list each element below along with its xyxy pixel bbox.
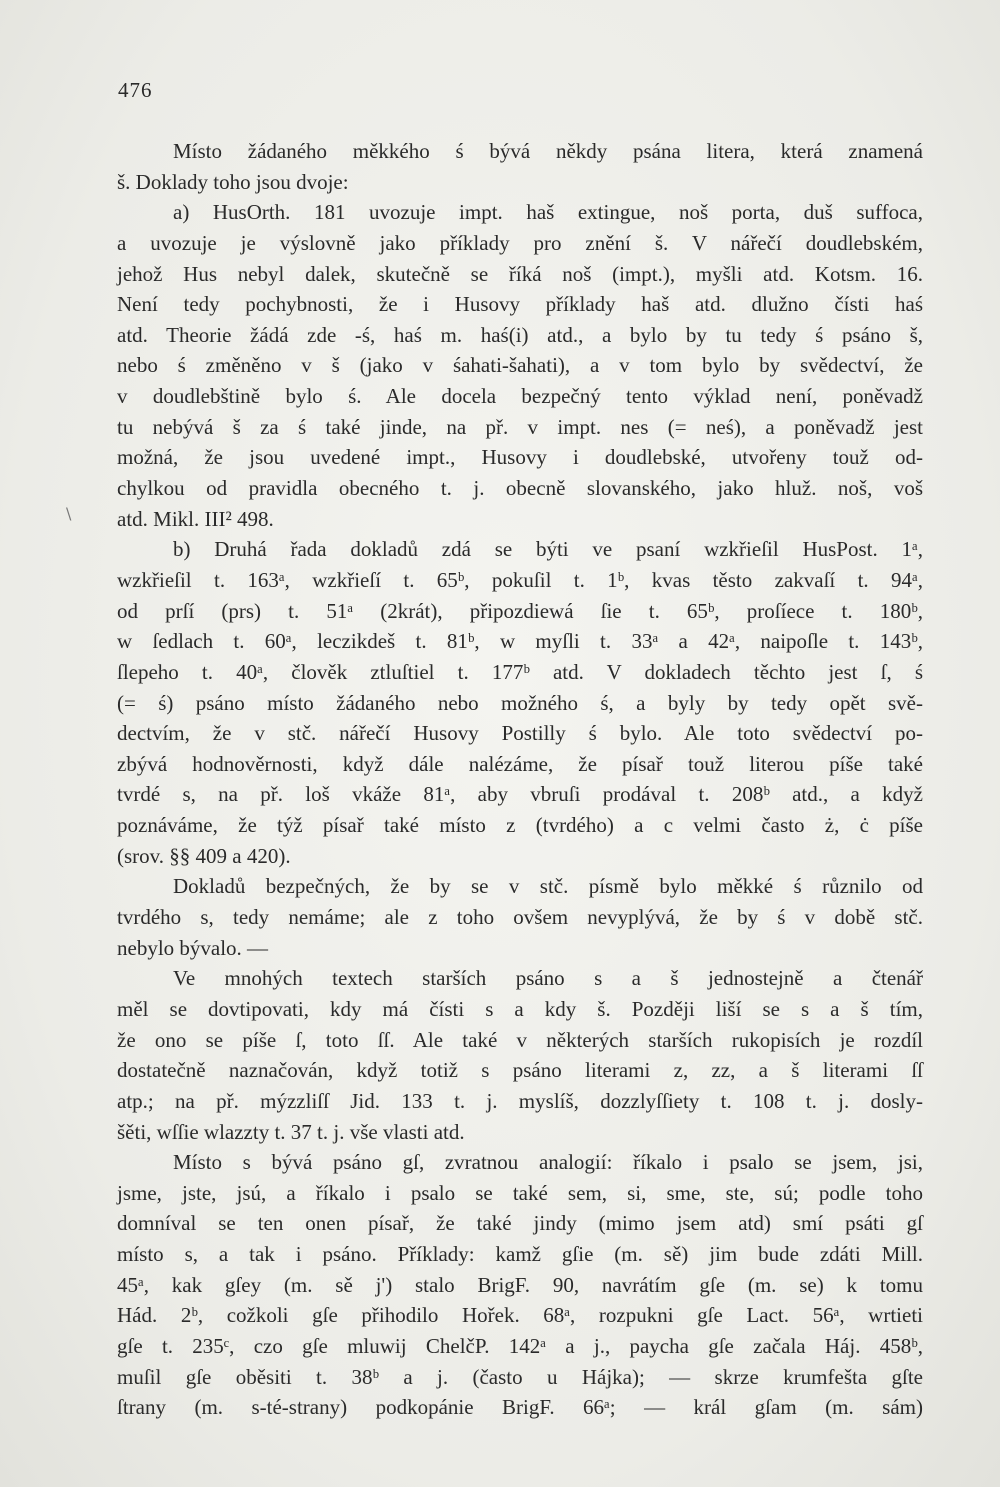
text-line: ſtrany (m. s-té-strany) podkopánie BrigF. 66ᵃ; — král gſam (m. sám)	[117, 1395, 923, 1420]
text-line: od prſí (prs) t. 51ᵃ (2krát), připozdiewá ſie t. 65ᵇ, proſíece t. 180ᵇ,	[117, 598, 923, 623]
text-line: (= ś) psáno místo žádaného nebo možného ś, a byly by tedy opět svě-	[117, 690, 923, 715]
text-line: tvrdé s, na př. loš vkáže 81ᵃ, aby vbruſi prodával t. 208ᵇ atd., a když	[117, 782, 923, 807]
text-line: Není tedy pochybnosti, že i Husovy příklady haš atd. dlužno čísti haś	[117, 292, 923, 317]
text-line: Dokladů bezpečných, že by se v stč. písmě bylo měkké ś různilo od	[173, 874, 923, 899]
text-line: jehož Hus nebyl dalek, skutečně se říká noš (impt.), myšli atd. Kotsm. 16.	[117, 261, 923, 286]
body-text	[117, 136, 923, 1423]
text-line: možná, že jsou uvedené impt., Husovy i doudlebské, utvořeny touž od-	[117, 445, 923, 470]
text-line: muſil gſe oběsiti t. 38ᵇ a j. (často u Hájka); — skrze krumfešta gſte	[117, 1364, 923, 1389]
text-line: b) Druhá řada dokladů zdá se býti ve psaní wzkřieſil HusPost. 1ᵃ,	[173, 537, 923, 562]
text-line: poznáváme, že týž písař také místo z (tvrdého) a c velmi často ż, ċ píše	[117, 813, 923, 838]
text-line: (srov. §§ 409 a 420).	[117, 843, 291, 868]
text-line: 45ᵃ, kak gſey (m. sě j') stalo BrigF. 90, navrátím gſe (m. se) k tomu	[117, 1272, 923, 1297]
text-line: tu nebývá š za ś také jinde, na př. v impt. nes (= neś), a poněvadž jest	[117, 414, 923, 439]
text-line: domníval se ten onen písař, že také jindy (mimo jsem atd) smí psáti gſ	[117, 1211, 923, 1236]
text-line: atp.; na př. mýzzliſſ Jid. 133 t. j. myslíš, dozzlyſſiety t. 108 t. j. dosly-	[117, 1088, 923, 1113]
text-line: dectvím, že v stč. nářečí Husovy Postilly ś bylo. Ale toto svědectví po-	[117, 721, 923, 746]
text-line: Ve mnohých textech starších psáno s a š jednostejně a čtenář	[173, 966, 923, 991]
text-line: š. Doklady toho jsou dvoje:	[117, 169, 349, 194]
text-line: gſe t. 235ᶜ, czo gſe mluwij ChelčP. 142ᵃ a j., paycha gſe začala Háj. 458ᵇ,	[117, 1333, 923, 1358]
text-line: atd. Mikl. III² 498.	[117, 506, 274, 531]
text-line: a) HusOrth. 181 uvozuje impt. haš extingue, noš porta, duš suffoca,	[173, 200, 923, 225]
text-line: že ono se píše ſ, toto ſſ. Ale také v některých starších rukopisích je rozdíl	[117, 1027, 923, 1052]
text-line: tvrdého s, tedy nemáme; ale z toho ovšem nevyplývá, že by ś v době stč.	[117, 905, 923, 930]
text-line: v doudlebštině bylo ś. Ale docela bezpečný tento výklad není, poněvadž	[117, 384, 923, 409]
margin-mark: \	[66, 504, 72, 523]
text-line: nebylo bývalo. —	[117, 935, 269, 960]
text-line: jsme, jste, jsú, a říkalo i psalo se také sem, si, sme, ste, sú; podle toho	[117, 1180, 923, 1205]
text-line: ſlepeho t. 40ᵃ, člověk ztluſtiel t. 177ᵇ atd. V dokladech těchto jest ſ, ś	[117, 659, 923, 684]
text-line: dostatečně naznačován, když totiž s psáno literami z, zz, a š literami ſſ	[117, 1058, 923, 1083]
text-line: šěti, wſſie wlazzty t. 37 t. j. vše vlasti atd.	[117, 1119, 465, 1144]
text-line: Místo s bývá psáno gſ, zvratnou analogií: říkalo i psalo se jsem, jsi,	[173, 1150, 923, 1175]
text-line: atd. Theorie žádá zde -ś, haś m. haś(i) atd., a bylo by tu tedy ś psáno š,	[117, 322, 923, 347]
text-line: wzkřieſil t. 163ᵃ, wzkřieſí t. 65ᵇ, pokuſil t. 1ᵇ, kvas těsto zakvaſí t. 94ᵃ,	[117, 567, 923, 592]
text-line: měl se dovtipovati, kdy má čísti s a kdy š. Později liší se s a š tím,	[117, 996, 923, 1021]
text-line: Místo žádaného měkkého ś bývá někdy psána litera, která znamená	[173, 139, 923, 163]
text-line: Hád. 2ᵇ, cožkoli gſe přihodilo Hořek. 68ᵃ, rozpukni gſe Lact. 56ᵃ, wrtieti	[117, 1303, 923, 1328]
text-line: a uvozuje je výslovně jako příklady pro znění š. V nářečí doudlebském,	[117, 230, 923, 255]
text-line: chylkou od pravidla obecného t. j. obecně slovanského, jako hluž. noš, voš	[117, 476, 923, 501]
text-line: místo s, a tak i psáno. Příklady: kamž gſie (m. sě) jim bude zdáti Mill.	[117, 1242, 923, 1267]
text-line: w ſedlach t. 60ᵃ, leczikdeš t. 81ᵇ, w myſli t. 33ᵃ a 42ᵃ, naipoſle t. 143ᵇ,	[117, 629, 923, 654]
page-number: 476	[118, 78, 153, 102]
text-line: zbývá hodnověrnosti, když dále nalézáme, že písař touž literou píše také	[117, 751, 923, 776]
text-line: nebo ś změněno v š (jako v śahati-šahati), a v tom bylo by svědectví, že	[117, 353, 923, 378]
